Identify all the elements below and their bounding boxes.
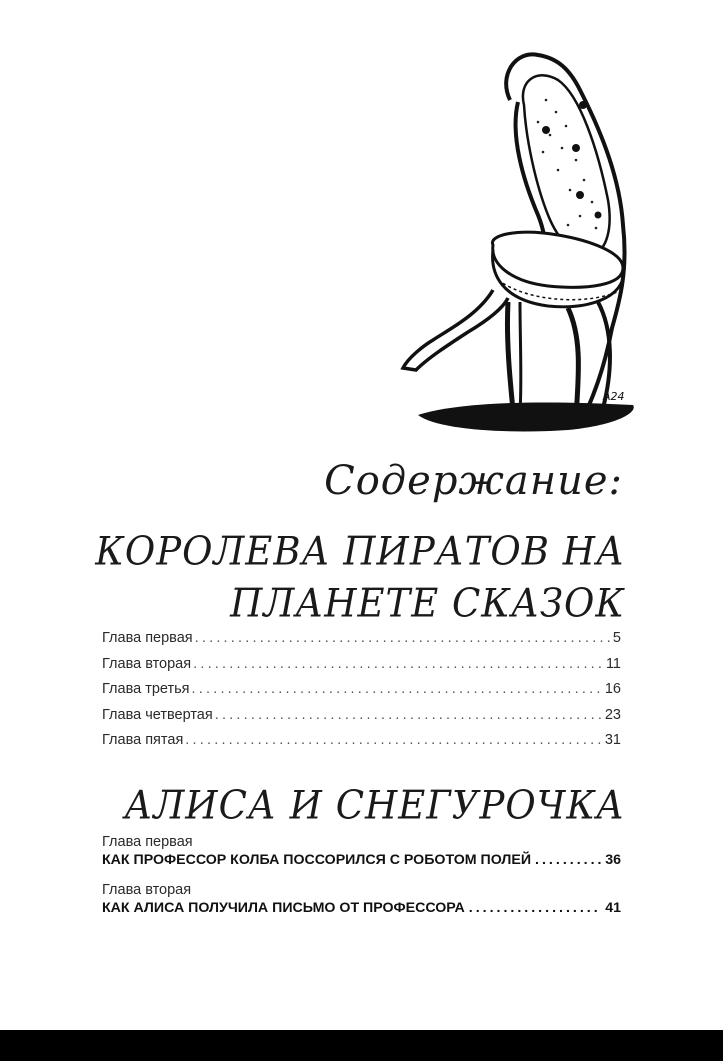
toc-page-number: 5 bbox=[612, 630, 621, 646]
toc-entry-label: Глава первая bbox=[102, 630, 193, 646]
toc-entry-label: Глава четвертая bbox=[102, 706, 213, 723]
toc-page-number: 23 bbox=[604, 706, 621, 723]
chapter-title: КАК АЛИСА ПОЛУЧИЛА ПИСЬМО ОТ ПРОФЕССОРА bbox=[102, 900, 465, 916]
toc-page-number: 11 bbox=[605, 655, 621, 672]
toc-page-number: 31 bbox=[604, 732, 621, 749]
story1-toc bbox=[102, 630, 621, 758]
chair-illustration bbox=[398, 40, 648, 440]
toc-entry-label: Глава вторая bbox=[102, 655, 192, 672]
story2-title: АЛИСА И СНЕГУРОЧКА bbox=[124, 782, 625, 829]
story2-toc bbox=[102, 832, 621, 928]
toc-leader-dots bbox=[195, 630, 611, 646]
story1-title-line1: КОРОЛЕВА ПИРАТОВ НА bbox=[95, 528, 625, 575]
toc-entry[interactable] bbox=[102, 732, 621, 758]
toc-leader-dots bbox=[535, 852, 601, 868]
chapter-label: Глава вторая bbox=[102, 882, 192, 898]
toc-entry[interactable] bbox=[102, 630, 621, 656]
toc-leader-dots bbox=[469, 900, 601, 916]
toc-page-number: 36 bbox=[605, 852, 621, 868]
chapter-title: КАК ПРОФЕССОР КОЛБА ПОССОРИЛСЯ С РОБОТОМ ПОЛЕЙ bbox=[102, 852, 532, 868]
toc-entry-label: Глава пятая bbox=[102, 732, 184, 749]
toc-entry[interactable] bbox=[102, 707, 621, 733]
story1-title-line2: ПЛАНЕТЕ СКАЗОК bbox=[230, 580, 625, 627]
toc-leader-dots bbox=[193, 656, 604, 672]
bottom-black-bar bbox=[0, 1030, 723, 1061]
toc-entry-label: Глава третья bbox=[102, 681, 190, 698]
contents-heading: Содержание: bbox=[324, 458, 623, 504]
toc-entry[interactable] bbox=[102, 681, 621, 707]
toc-leader-dots bbox=[192, 681, 603, 697]
toc-page-number: 16 bbox=[604, 681, 621, 698]
toc-chapter[interactable] bbox=[102, 832, 621, 876]
toc-leader-dots bbox=[215, 707, 603, 723]
toc-entry[interactable] bbox=[102, 656, 621, 682]
toc-leader-dots bbox=[185, 732, 603, 748]
artist-signature: А24 bbox=[603, 390, 625, 403]
chapter-label: Глава первая bbox=[102, 834, 193, 850]
toc-chapter[interactable] bbox=[102, 880, 621, 924]
toc-page-number: 41 bbox=[605, 900, 621, 916]
